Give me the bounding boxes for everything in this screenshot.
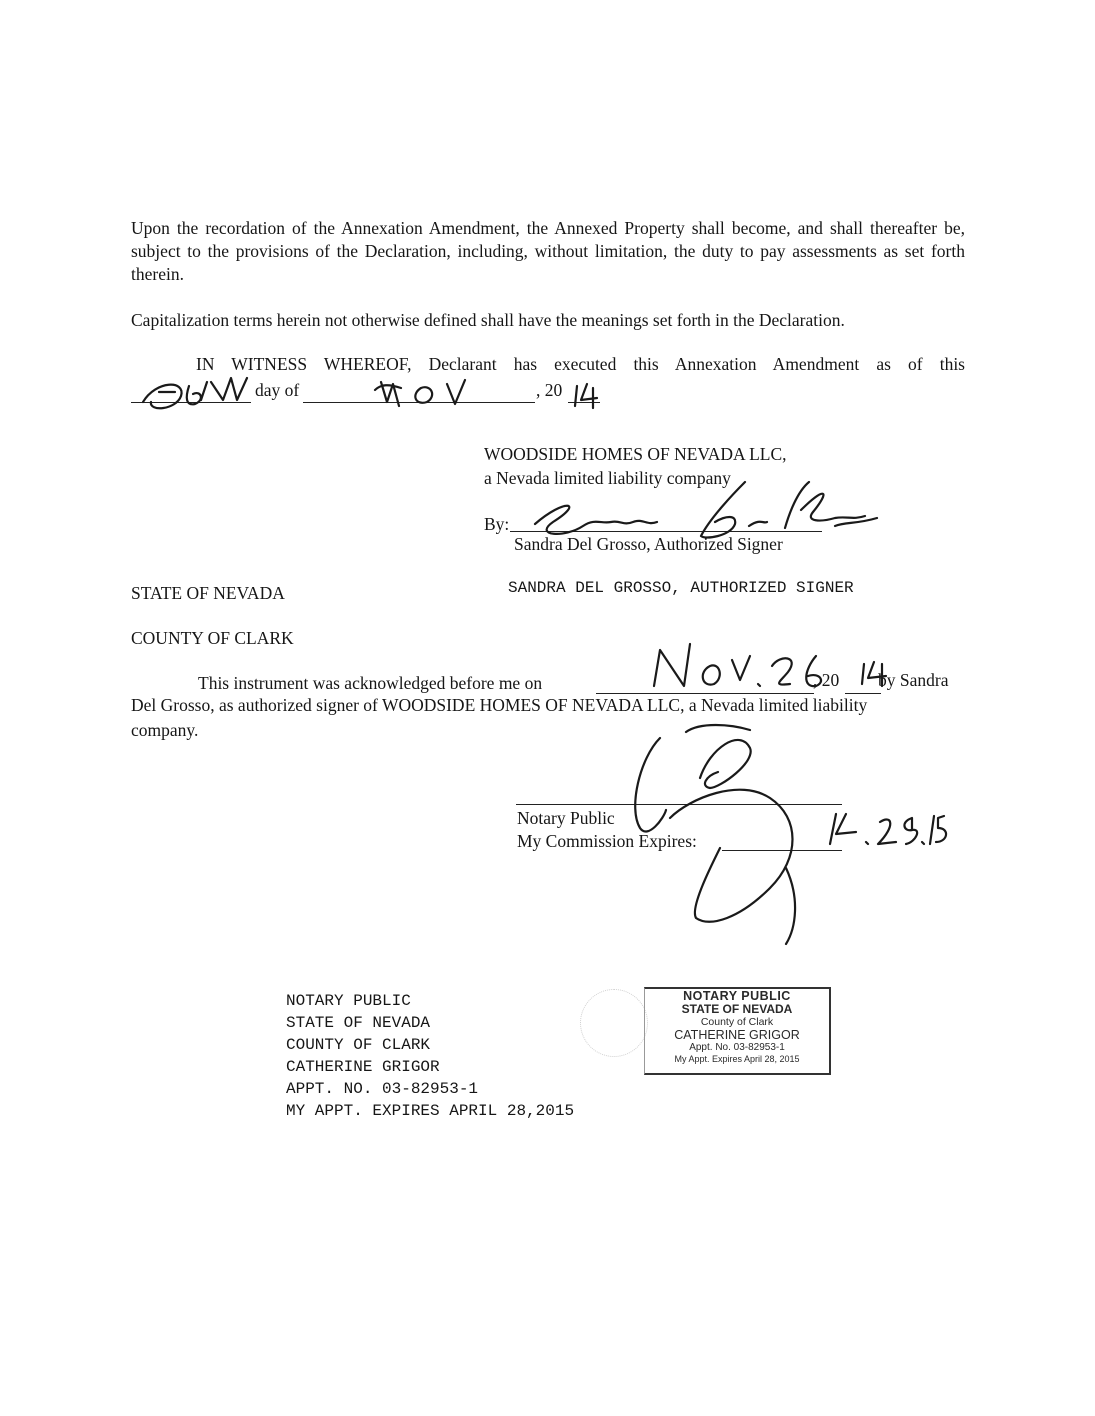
ack-year-prefix: , 20: [813, 670, 840, 690]
signer-caption: Sandra Del Grosso, Authorized Signer: [514, 534, 783, 554]
notary-typed-line: STATE OF NEVADA: [286, 1014, 431, 1032]
acknowledgment-line2: Del Grosso, as authorized signer of WOODSIDE HOMES OF NEVADA LLC, a Nevada limited liability: [131, 695, 868, 715]
typed-signer-name: SANDRA DEL GROSSO, AUTHORIZED SIGNER: [508, 579, 854, 597]
stamp-line: NOTARY PUBLIC: [683, 989, 791, 1003]
year-prefix: , 20: [536, 380, 563, 400]
handwritten-ack-date: [640, 636, 900, 702]
witness-clause: IN WITNESS WHEREOF, Declarant has executed this Annexation Amendment as of this: [196, 354, 965, 374]
authorized-signer-signature: [505, 478, 885, 568]
notary-seal-icon: [580, 989, 648, 1057]
acknowledgment-line3: company.: [131, 720, 199, 740]
county-venue: COUNTY OF CLARK: [131, 628, 294, 648]
notary-typed-block: [286, 990, 574, 1122]
commission-expires-label: My Commission Expires:: [517, 831, 697, 851]
stamp-line: County of Clark: [700, 1016, 774, 1028]
day-of-label: day of: [255, 380, 300, 400]
notary-signature-expiry: [600, 718, 960, 958]
company-name: WOODSIDE HOMES OF NEVADA LLC,: [484, 444, 787, 464]
notary-typed-line: CATHERINE GRIGOR: [286, 1058, 440, 1076]
paragraph-capitalization-terms: Capitalization terms herein not otherwise defined shall have the meanings set forth in the Declaration.: [131, 310, 845, 330]
ack-tail: by Sandra: [878, 670, 949, 690]
stamp-line: My Appt. Expires April 28, 2015: [674, 1054, 800, 1064]
stamp-line: STATE OF NEVADA: [681, 1002, 793, 1016]
notary-typed-line: NOTARY PUBLIC: [286, 992, 411, 1010]
notary-stamp-box: [644, 987, 831, 1075]
stamp-line: CATHERINE GRIGOR: [674, 1028, 800, 1042]
acknowledgment-lead: This instrument was acknowledged before me on: [198, 673, 543, 693]
notary-typed-line: COUNTY OF CLARK: [286, 1036, 431, 1054]
state-venue: STATE OF NEVADA: [131, 583, 285, 603]
handwritten-witness-date: [131, 366, 611, 416]
notary-typed-line: MY APPT. EXPIRES APRIL 28,2015: [286, 1102, 575, 1120]
by-label: By:: [484, 514, 510, 534]
notary-stamp: [574, 985, 832, 1077]
stamp-line: Appt. No. 03-82953-1: [689, 1042, 785, 1053]
notary-typed-line: APPT. NO. 03-82953-1: [286, 1080, 479, 1098]
company-description: a Nevada limited liability company: [484, 468, 731, 488]
notary-public-label: Notary Public: [517, 808, 615, 828]
paragraph-annexation-effect: Upon the recordation of the Annexation Amendment, the Annexed Property shall become, and shall thereafter be, subject to the provisions of the Declaration, including, without limitation, the duty to pay assessments as set forth therein.: [131, 218, 965, 284]
